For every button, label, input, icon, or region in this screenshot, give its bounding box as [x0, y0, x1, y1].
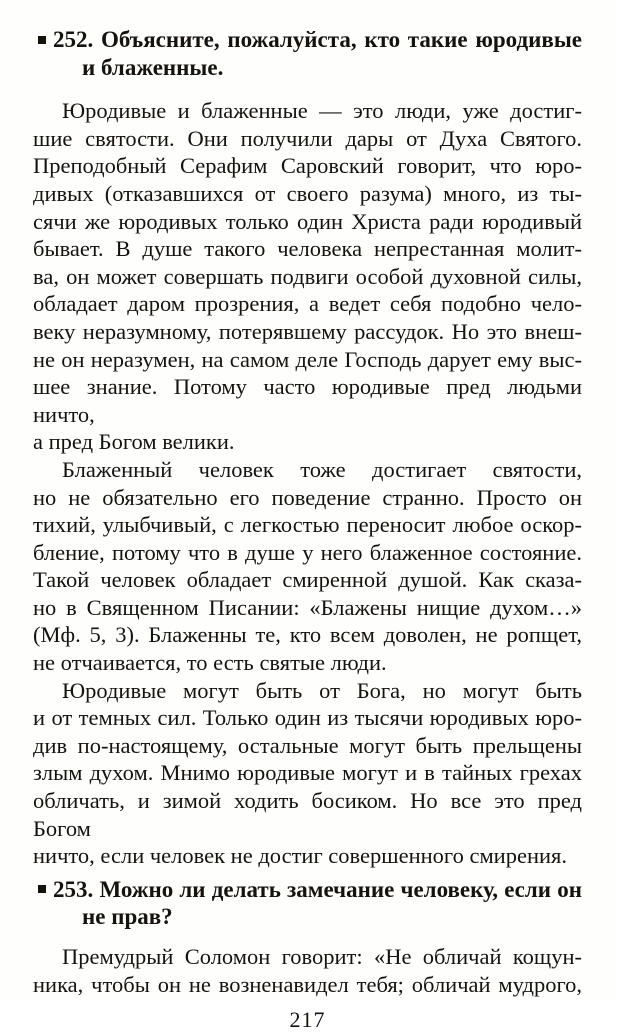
- page-number: 217: [289, 1007, 326, 1033]
- heading-text: 253. Можно ли делать замечание человеку, если он: [53, 876, 582, 902]
- answer-252-paragraph-2: [33, 456, 582, 677]
- heading-text: 252. Объясните, пожалуйста, кто такие юродивые: [53, 27, 582, 52]
- text-line: не прав?: [82, 904, 173, 930]
- text-line: Блаженный человек тоже достигает святости,: [62, 456, 582, 482]
- text-line: Юродивые могут быть от Бога, но могут быть: [62, 677, 582, 703]
- question-252-heading: [33, 26, 582, 81]
- text-line: обличать, и зимой ходить босиком. Но все это пред Богом: [33, 788, 582, 841]
- text-line: злым духом. Мнимо юродивые могут и в тайных грехах: [33, 760, 582, 786]
- bullet-square-icon: [38, 885, 46, 893]
- question-253-heading: [33, 876, 582, 931]
- text-line: но не обязательно его поведение странно. Просто он: [33, 484, 582, 510]
- text-line: Такой человек обладает смиренной душой. Как сказа-: [33, 567, 582, 593]
- text-line: и от темных сил. Только один из тысячи юродивых юро-: [33, 705, 582, 731]
- answer-252-paragraph-3: [33, 677, 582, 870]
- text-line: Премудрый Соломон говорит: «Не обличай кощун-: [62, 944, 582, 969]
- answer-253-paragraph-1: [33, 943, 582, 998]
- text-line: но в Священном Писании: «Блажены нищие духом…»: [33, 594, 582, 620]
- text-line: Преподобный Серафим Саровский говорит, что юро-: [33, 153, 582, 179]
- text-line: и блаженные.: [82, 54, 224, 80]
- text-line: Юродивые и блаженные — это люди, уже достиг-: [62, 98, 582, 124]
- text-line: тихий, улыбчивый, с легкостью переносит любое оскор-: [33, 512, 582, 538]
- text-line: обладает даром прозрения, а ведет себя подобно чело-: [33, 291, 582, 317]
- text-line: ничто, если человек не достиг совершенного смирения.: [33, 843, 568, 869]
- text-block: [33, 26, 582, 998]
- text-line: шее знание. Потому часто юродивые пред людьми ничто,: [33, 374, 582, 427]
- text-line: бывает. В душе такого человека непрестанная молит-: [33, 236, 582, 262]
- text-line: ника, чтобы он не возненавидел тебя; обличай мудрого,: [33, 971, 582, 997]
- text-line: не отчаивается, то есть святые люди.: [33, 650, 387, 676]
- text-line: сячи же юродивых только один Христа ради юродивый: [33, 208, 582, 234]
- text-line: ва, он может совершать подвиги особой духовной силы,: [33, 263, 582, 289]
- answer-252-paragraph-1: [33, 97, 582, 456]
- text-line: бление, потому что в душе у него блаженное состояние.: [33, 539, 582, 565]
- bullet-square-icon: [38, 36, 46, 44]
- text-line: дивых (отказавшихся от своего разума) много, из ты-: [33, 180, 582, 206]
- text-line: див по-настоящему, остальные могут быть прельщены: [33, 732, 582, 758]
- text-line: шие святости. Они получили дары от Духа Святого.: [33, 125, 582, 151]
- text-line: [53, 876, 582, 904]
- text-line: [53, 26, 582, 54]
- text-line: (Мф. 5, 3). Блаженны те, кто всем доволен, не ропщет,: [33, 622, 582, 648]
- text-line: не он неразумен, на самом деле Господь дарует ему выс-: [33, 346, 582, 372]
- text-line: веку неразумному, потерявшему рассудок. Но это внеш-: [33, 318, 582, 344]
- text-line: а пред Богом велики.: [33, 429, 235, 455]
